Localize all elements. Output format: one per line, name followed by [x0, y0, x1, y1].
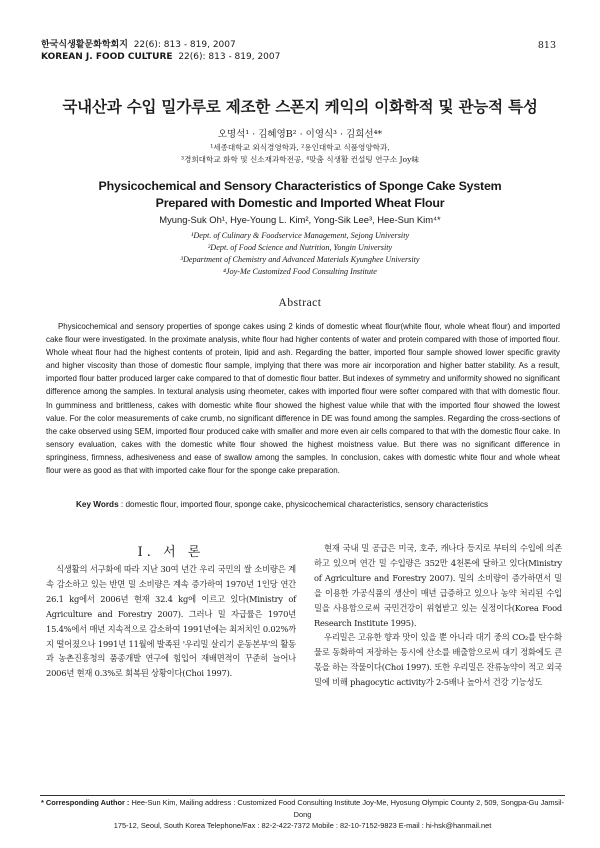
authors-korean: 오명석¹ · 김혜영B² · 이영식³ · 김희선⁴*	[217, 129, 383, 140]
abstract-heading: Abstract	[278, 297, 322, 309]
affiliation-korean-2: ³경희대학교 화학 및 신소재과학전공, ⁴맞춤 식생활 컨설팅 연구소 Joy味	[180, 155, 420, 164]
footnote-line-1: Hee-Sun Kim, Mailing address : Customized Food Consulting Institute Joy-Me, Hyosung Olympic County 2, 509, Songpa-Gu Jamsil-Dong	[131, 798, 564, 819]
page-number: 813	[537, 40, 556, 51]
footnote-line-2: 175-12, Seoul, South Korea Telephone/Fax : 82-2-422-7372 Mobile : 82-10-7152-9823 E-mail : hi-hsk@hanmail.net	[113, 821, 492, 830]
running-header	[41, 39, 280, 63]
title-english-line-2: Prepared with Domestic and Imported Wheat Flour	[155, 196, 445, 210]
journal-name-ko: 한국식생활문화학회지	[41, 40, 128, 50]
paragraph: 현재 국내 밀 공급은 미국, 호주, 캐나다 등지로 부터의 수입에 의존하고 있으며 연간 밀 수입량은 352만 4천톤에 달하고 있다(Ministry of Agriculture and Forestry 2007). 밀의 소비량이 증가하면서 밀을 이용한 가공식품의 생산이 매년 급증하고 있으나 농약 처리된 수입밀을 사용함으로써 국민건강이 위협받고 있는 실정이다(Korea Food Research Institute 1995).	[314, 543, 562, 628]
affiliation-korean-1: ¹세종대학교 외식경영학과, ²용인대학교 식품영양학과,	[210, 143, 390, 152]
footnote-label: * Corresponding Author :	[40, 798, 130, 807]
keywords-label: Key Words	[76, 500, 119, 509]
affiliation-english-1: ¹Dept. of Culinary & Foodservice Management, Sejong University	[190, 231, 410, 240]
paragraph: 우리밀은 고유한 향과 맛이 있을 뿐 아니라 대기 중의 CO₂를 탄수화물로 동화하여 저장하는 동시에 산소를 배출함으로써 대기 정화에도 큰 몫을 하는 작물이다(Choi 1997). 또한 우리밀은 잔류농약이 적고 외국밀에 비해 phagocytic activity가 2-5배나 높아서 건강 기능성도	[314, 632, 562, 688]
title-korean: 국내산과 수입 밀가루로 제조한 스폰지 케익의 이화학적 및 관능적 특성	[62, 98, 538, 116]
paragraph: 식생활의 서구화에 따라 지난 30여 년간 우리 국민의 쌀 소비량은 계속 감소하고 있는 반면 밀 소비량은 계속 증가하여 1970년 1인당 연간 26.1 kg에서 2006년 현재 32.4 kg에 이르고 있다(Ministry of Agriculture and Forestry 2007). 그러나 밀 자급률은 1970년 15.4%에서 매년 지속적으로 감소하여 1991년에는 최저치인 0.02%까지 떨어졌으나 1991년 11월에 발족된 '우리밀 살리기 운동본부'의 활동과 농촌진흥청의 품종개발 연구에 힘입어 재배면적이 꾸준히 늘어나 2006년 현재 0.3%로 회복된 상황이다(Choi 1997).	[46, 564, 296, 679]
section-heading-introduction: I. 서 론	[137, 545, 205, 560]
affiliation-english-4: ⁴Joy-Me Customized Food Consulting Institute	[223, 267, 377, 276]
body-column-left	[46, 562, 296, 681]
corresponding-author-footnote	[40, 797, 565, 832]
affiliation-english-3: ³Department of Chemistry and Advanced Materials Kyunghee University	[180, 255, 420, 264]
body-column-right	[314, 541, 562, 690]
journal-name-en: KOREAN J. FOOD CULTURE	[41, 52, 173, 62]
abstract-text: Physicochemical and sensory properties of sponge cakes using 2 kinds of domestic wheat flour(white flour, whole wheat flour) and imported cake flour were investigated. In the proximate analysis, white flour had higher contents of water and protein compared with those of imported flour. Whole wheat flour had the highest contents of protein, lipid and ash. Regarding the batter, imported flour sample showed lower specific gravity and higher viscosity than those of domestic flour sample, implying that there was more air incorporation and higher batter stability. As a result, imported flour batter produced larger cake compared to that of domestic flour batter. But indexes of symmetry and uniformity showed no significant difference among the samples. In textural analysis using rheometer, cakes with imported flour were softer compared with that with domestic flour. In gumminess and brittleness, cakes with domestic white flour showed the highest value while that with the imported flour showed the lowest value. For the color measurements of cake crumb, no significant difference in DE was found among the samples. Regarding the cross-sections of the cake observed using SEM, imported flour produced cake with smaller and more even air cells compared to that with the domestic flour cake. In sensory evaluation, cakes with the domestic white flour showed the highest moistness value. But there was no significant difference in springiness, firmness, adhesiveness and ease of swallow among the samples. In conclusion, cakes with domestic white flour and whole wheat flour were as good as that with imported cake flour for the sponge cake preparation.	[46, 322, 560, 476]
affiliation-english-2: ²Dept. of Food Science and Nutrition, Yongin University	[207, 243, 393, 252]
keywords	[76, 500, 566, 509]
title-english-line-1: Physicochemical and Sensory Characteristics of Sponge Cake System	[98, 179, 502, 193]
journal-citation-en: 22(6): 813 - 819, 2007	[178, 52, 281, 62]
keywords-list: : domestic flour, imported flour, sponge cake, physicochemical characteristics, sensory characteristics	[120, 500, 489, 509]
journal-citation-ko: 22(6): 813 - 819, 2007	[133, 40, 236, 50]
title-english	[0, 178, 600, 212]
footnote-divider	[40, 795, 565, 796]
authors-english: Myung-Suk Oh¹, Hye-Young L. Kim², Yong-Sik Lee³, Hee-Sun Kim⁴*	[159, 214, 441, 225]
